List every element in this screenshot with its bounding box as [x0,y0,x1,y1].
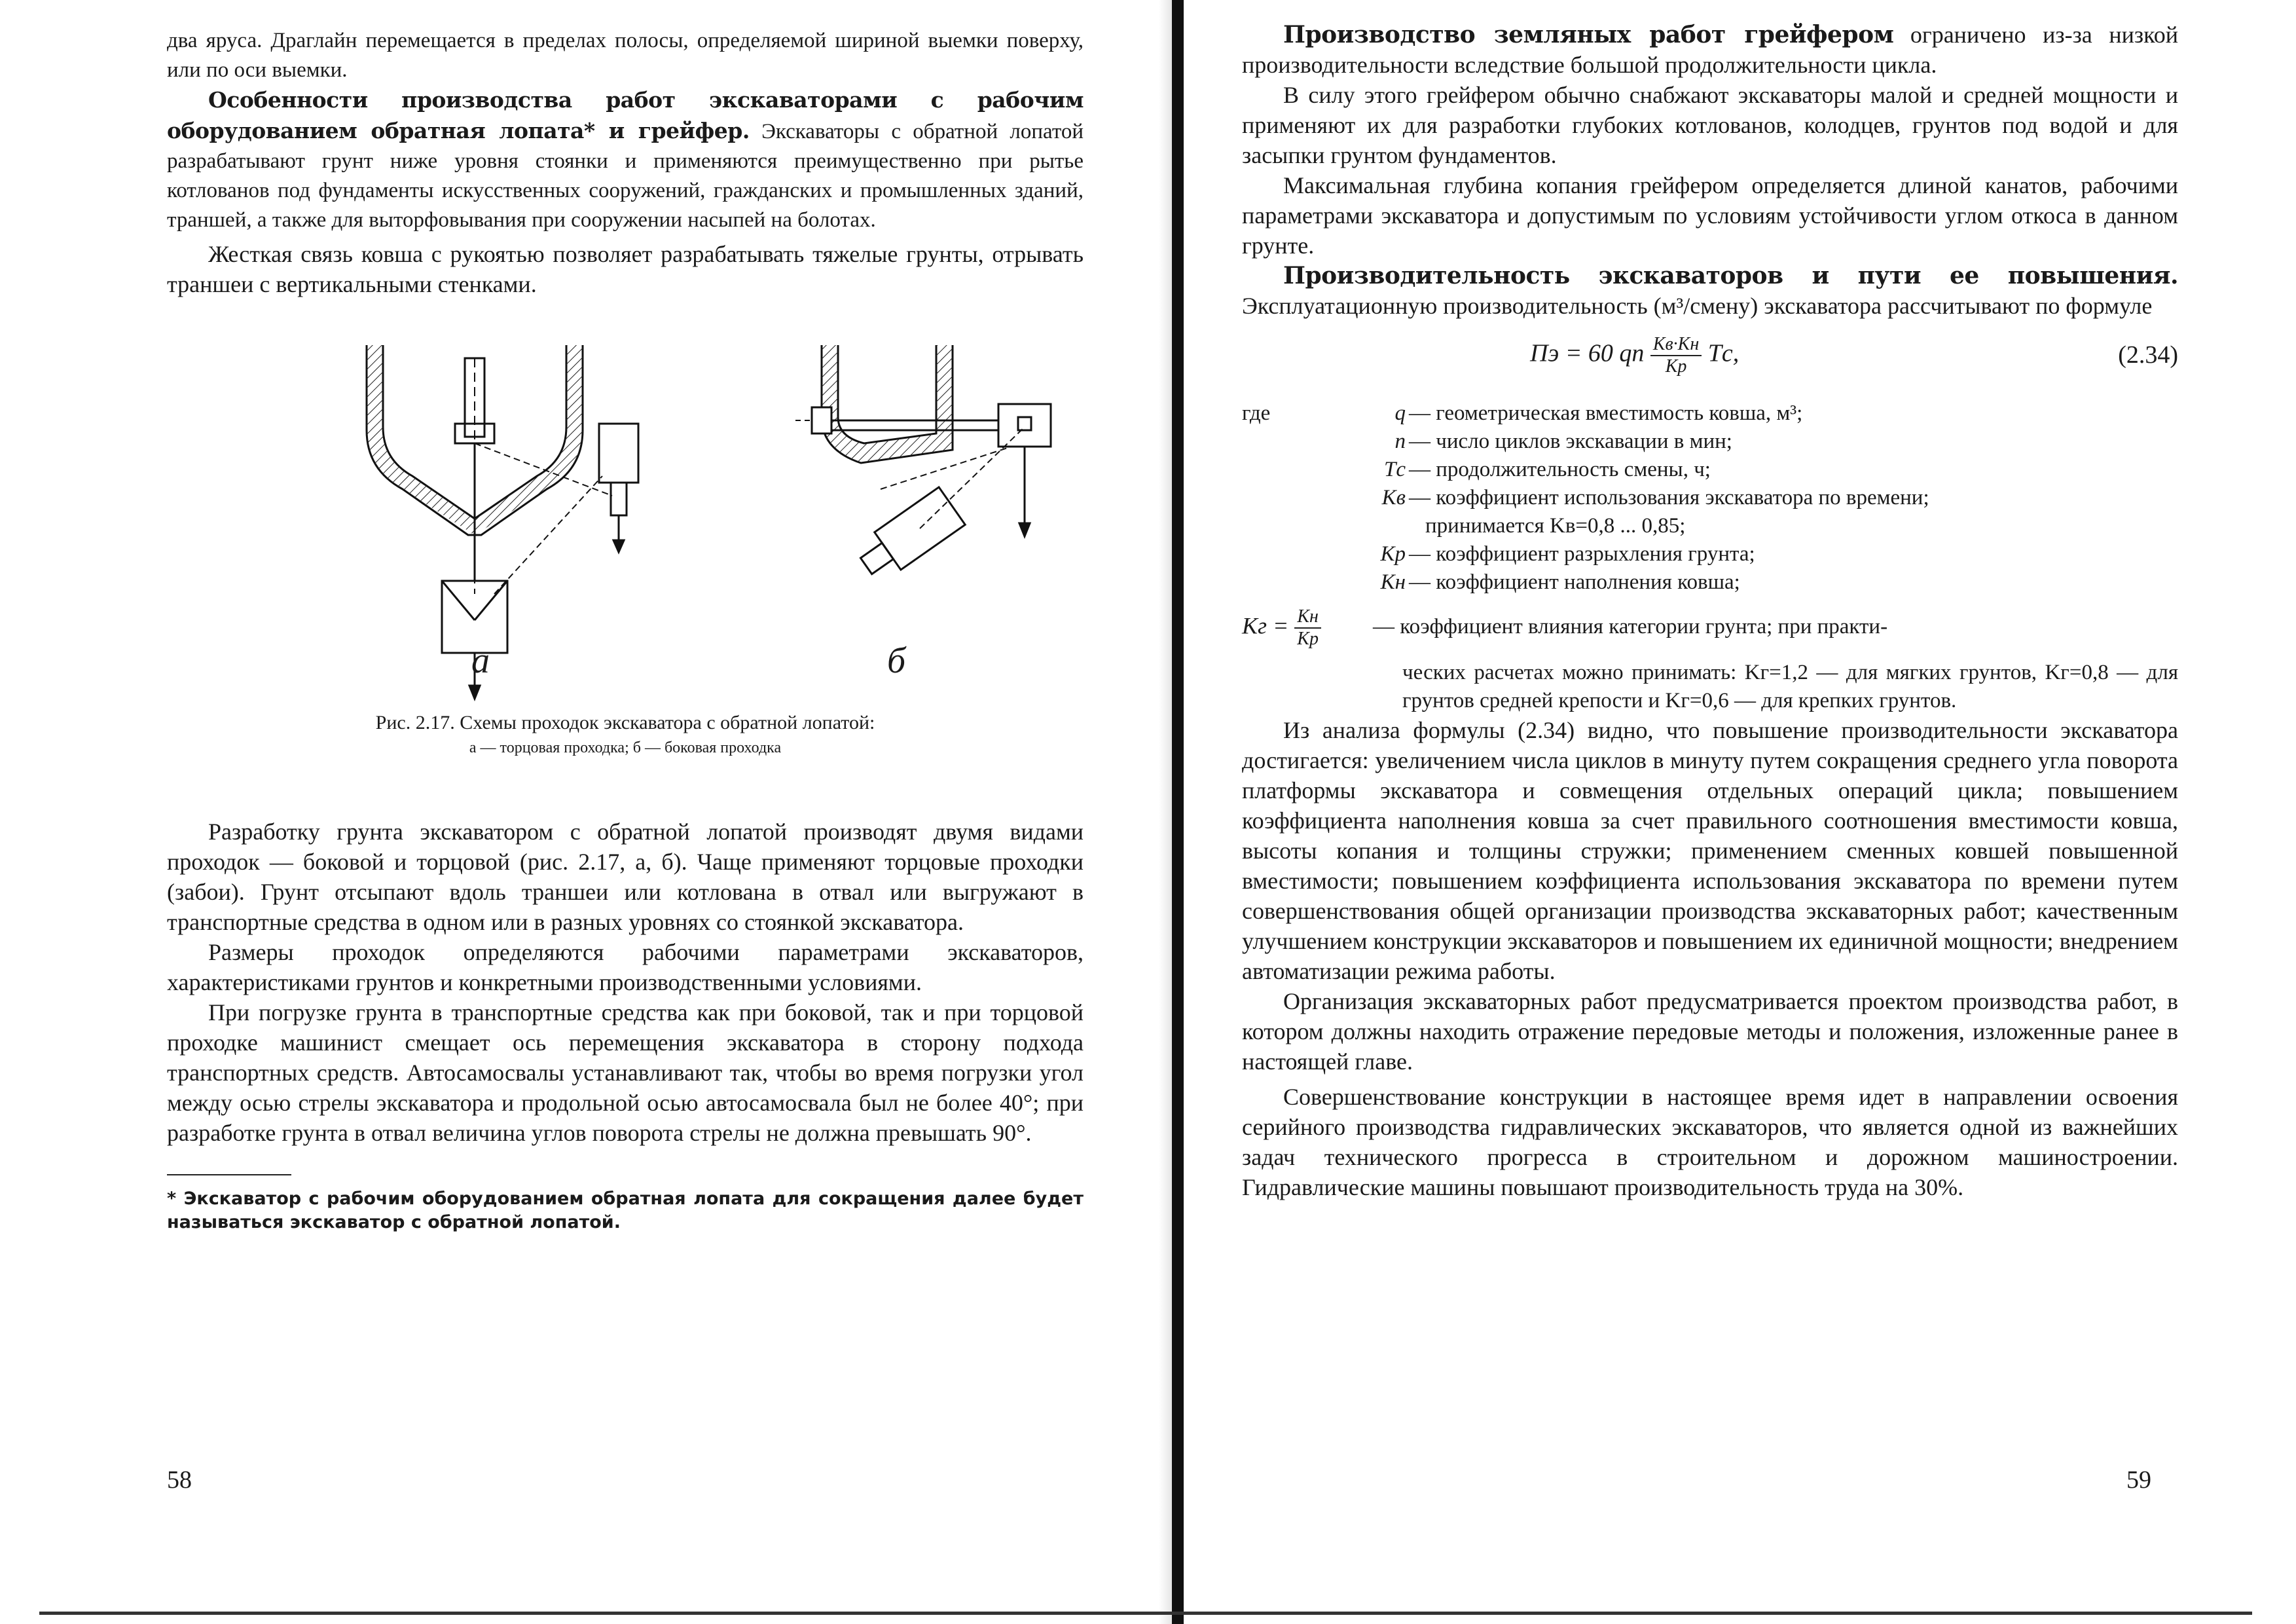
variable-definitions: где q — геометрическая вместимость ковша, м³; n — число циклов экскавации в мин; Tс — продолжительность смены, ч; Kв — коэффициент использования экскаватора по времени; принимается Kв=0,8 ... 0,85; Kр — коэффициент разрыхления грунта; Kн — коэффициент наполнения ковша; Kг = $\frac{Kн}{Kр}$ — коэффициент влияния категории грунта; при практи- ческих расчетах можно принимать: Kг=1,2 — для мягких грунтов, Kг=0,8 — для грунтов средней крепости и Kг=0,6 — для крепких грунтов. [1242,399,2178,715]
paragraph: Размеры проходок определяются рабочими параметрами экскаваторов, характеристиками грунтов и конкретными производственными условиями. [167,939,1084,995]
footnote-divider [167,1174,291,1175]
section-heading: Производительность экскаваторов и пути ее повышения. [1283,262,2178,289]
figure-2-17 [167,319,1084,777]
figure-label-a: а [471,640,490,681]
paragraph: Из анализа формулы (2.34) видно, что повышение производительности экскаватора достигается: увеличением числа циклов в минуту путем сокращения среднего угла поворота платформы экскаватора и совмещения отдельных операций цикла; повышением коэффициента наполнения ковша за счет правильного соотношения вместимости ковша, высоты копания и толщины стружки; применением сменных ковшей повышенной вместимости; повышением коэффициента использования экскаватора по времени путем совершенствования общей организации производства экскаваторных работ; качественным улучшением конструкции экскаваторов и повышением их единичной мощности; внедрением автоматизации режима работы. [1242,717,2178,984]
formula-numerator: Kв·Kн [1650,334,1702,356]
formula-2-34 [1242,321,2178,399]
paragraph: Совершенствование конструкции в настоящее время идет в направлении освоения серийного производства гидравлических экскаваторов, что является одной из важнейших задач технического прогресса в строительном и дорожном машиностроении. Гидравлические машины повышают производительность труда на 30%. [1242,1084,2178,1200]
book-gutter [1172,0,1184,1624]
section-heading: Производство земляных работ грейфером [1283,21,1894,48]
paragraph-productivity: Производительность экскаваторов и пути ее повышения. Эксплуатационную производительность (м³/смену) экскаватора рассчитывают по формуле [1242,262,2178,319]
paragraph-grab-work: Производство земляных работ грейфером ограничено из-за низкой производительности вследствие большой продолжительности цикла. [1242,21,2179,78]
excavator-pass-diagram [167,319,1084,705]
formula-tail: Tс, [1707,339,1740,367]
formula-lhs: Пэ = 60 qn [1530,339,1645,367]
figure-caption-legend: а — торцовая проходка; б — боковая проходка [469,739,782,756]
paragraph: Максимальная глубина копания грейфером определяется длиной канатов, рабочими параметрами экскаватора и допустимым по условиям устойчивости углом откоса в данном грунте. [1242,172,2178,259]
kg-definition: Kг = $\frac{Kн}{Kр}$ — коэффициент влияния категории грунта; при практи- [1242,606,1888,649]
paragraph: В силу этого грейфером обычно снабжают экскаваторы малой и средней мощности и применяют их для разработки глубоких котлованов, колодцев, грунтов под водой и для засыпки грунтом фундаментов. [1242,82,2178,168]
paragraph: Разработку грунта экскаватором с обратной лопатой производят двумя видами проходок — боковой и торцовой (рис. 2.17, а, б). Чаще применяют торцовые проходки (забои). Грунт отсыпают вдоль траншеи или котлована в отвал или выгружают в транспортные средства в одном или в разных уровнях со стоянкой экскаватора. [167,819,1084,935]
kg-lhs: Kг = [1242,612,1289,639]
paragraph: Организация экскаваторных работ предусматривается проектом производства работ, в котором должны находить отражение передовые методы и положения, изложенные ранее в настоящей главе. [1242,988,2178,1075]
right-text-column [1242,20,2178,1202]
formula-denominator: Kр [1665,356,1687,377]
kg-fraction: $\frac{Kн}{Kр}$ [1294,606,1321,650]
formula-fraction [1650,334,1702,377]
page-number: 59 [2126,1466,2151,1494]
figure-caption [331,710,920,760]
where-label: где [1242,401,1271,425]
paragraph: два яруса. Драглайн перемещается в пределах полосы, определяемой шириной выемки поверху, или по оси выемки. [167,29,1084,82]
formula-number: (2.34) [2118,341,2178,369]
left-text-column [167,26,1084,1234]
scheme-b-side-pass [795,345,1051,585]
paragraph: При погрузке грунта в транспортные средства как при боковой, так и при торцовой проходке машинист смещает ось перемещения экскаватора в сторону подхода транспортных средств. Автосамосвалы устанавливают так, чтобы во время погрузки угол между осью стрелы экскаватора и продольной осью автосамосвала был не более 40°; при разработке грунта в отвал величина углов поворота стрелы не должна превышать 90°. [167,999,1084,1146]
right-page [1184,0,2296,1624]
section-heading: Особенности производства работ экскаваторами с рабочим оборудованием обратная лопата* и грейфер. [167,87,1084,143]
footnote: * Экскаватор с рабочим оборудованием обратная лопата для сокращения далее будет называться экскаватор с обратной лопатой. [167,1189,1084,1232]
paragraph: Жесткая связь ковша с рукоятью позволяет разрабатывать тяжелые грунты, отрывать траншеи с вертикальными стенками. [167,241,1084,297]
figure-caption-main: Рис. 2.17. Схемы проходок экскаватора с обратной лопатой: [375,712,875,733]
figure-label-b: б [887,640,906,681]
scheme-a-end-pass [367,345,638,699]
page-number: 58 [167,1466,192,1494]
paragraph-excavator-features: Особенности производства работ экскаваторами с рабочим оборудованием обратная лопата* и грейфер. Экскаваторы с обратной лопатой разрабатывают грунт ниже уровня стоянки и применяются преимущественно при рытье котлованов под фундаменты искусственных сооружений, гражданских и промышленных зданий, траншей, а также для выторфовывания при сооружении насыпей на болотах. [167,87,1084,232]
